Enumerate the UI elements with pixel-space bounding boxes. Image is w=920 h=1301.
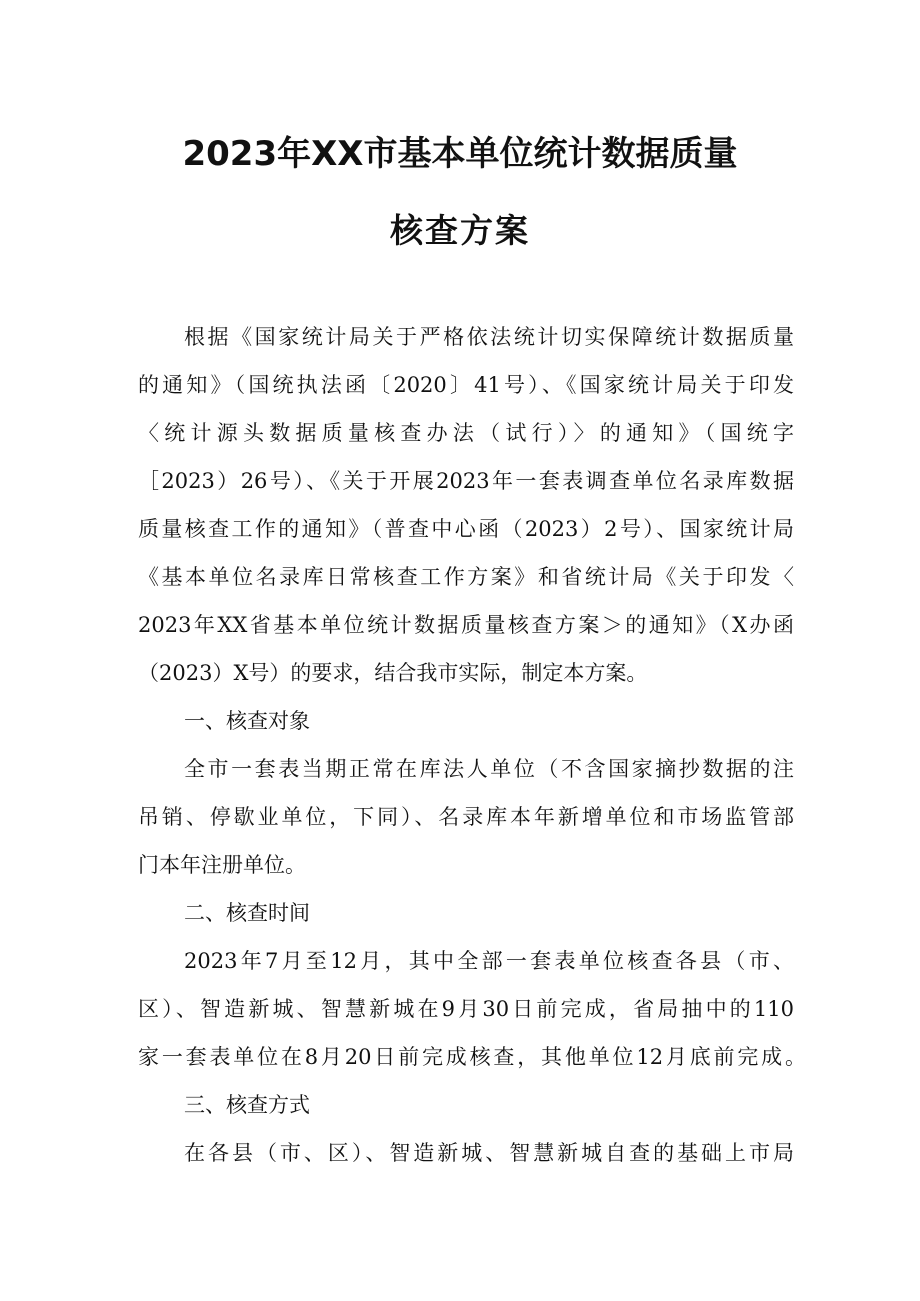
paragraph-1-line-5: 质量核查工作的通知》（普查中心函（2023）2号）、国家统计局 xyxy=(138,517,794,541)
paragraph-1-line-4: ［2023）26号）、《关于开展2023年一套表调查单位名录库数据 xyxy=(138,469,794,493)
paragraph-2-line-3: 门本年注册单位。 xyxy=(138,853,306,877)
paragraph-4-line-1: 在各县（市、区）、智造新城、智慧新城自查的基础上市局 xyxy=(184,1141,794,1165)
section-heading-3: 三、核查方式 xyxy=(184,1093,310,1117)
paragraph-1-line-6: 《基本单位名录库日常核查工作方案》和省统计局《关于印发〈 xyxy=(138,565,794,589)
paragraph-1-line-2: 的通知》（国统执法函〔2020〕41号）、《国家统计局关于印发 xyxy=(138,373,794,397)
section-heading-2: 二、核查时间 xyxy=(184,901,310,925)
paragraph-1-line-8: （2023）X号）的要求，结合我市实际，制定本方案。 xyxy=(138,661,648,685)
paragraph-3-line-2: 区）、智造新城、智慧新城在9月30日前完成，省局抽中的110 xyxy=(138,997,794,1021)
paragraph-3-line-3: 家一套表单位在8月20日前完成核查，其他单位12月底前完成。 xyxy=(138,1045,806,1069)
paragraph-2-line-2: 吊销、停歇业单位，下同）、名录库本年新增单位和市场监管部 xyxy=(138,805,794,829)
paragraph-3-line-1: 2023年7月至12月，其中全部一套表单位核查各县（市、 xyxy=(184,949,794,973)
paragraph-1-line-3: 〈统计源头数据质量核查办法（试行）〉的通知》（国统字 xyxy=(138,421,794,445)
paragraph-1-line-7: 2023年XX省基本单位统计数据质量核查方案＞的通知》（X办函 xyxy=(138,613,794,637)
paragraph-2-line-1: 全市一套表当期正常在库法人单位（不含国家摘抄数据的注 xyxy=(184,757,794,781)
document-title-line-2: 核查方案 xyxy=(390,211,530,250)
paragraph-1-line-1: 根据《国家统计局关于严格依法统计切实保障统计数据质量 xyxy=(184,325,794,349)
document-title-line-1: 2023年XX市基本单位统计数据质量 xyxy=(182,134,738,174)
section-heading-1: 一、核查对象 xyxy=(184,709,310,733)
